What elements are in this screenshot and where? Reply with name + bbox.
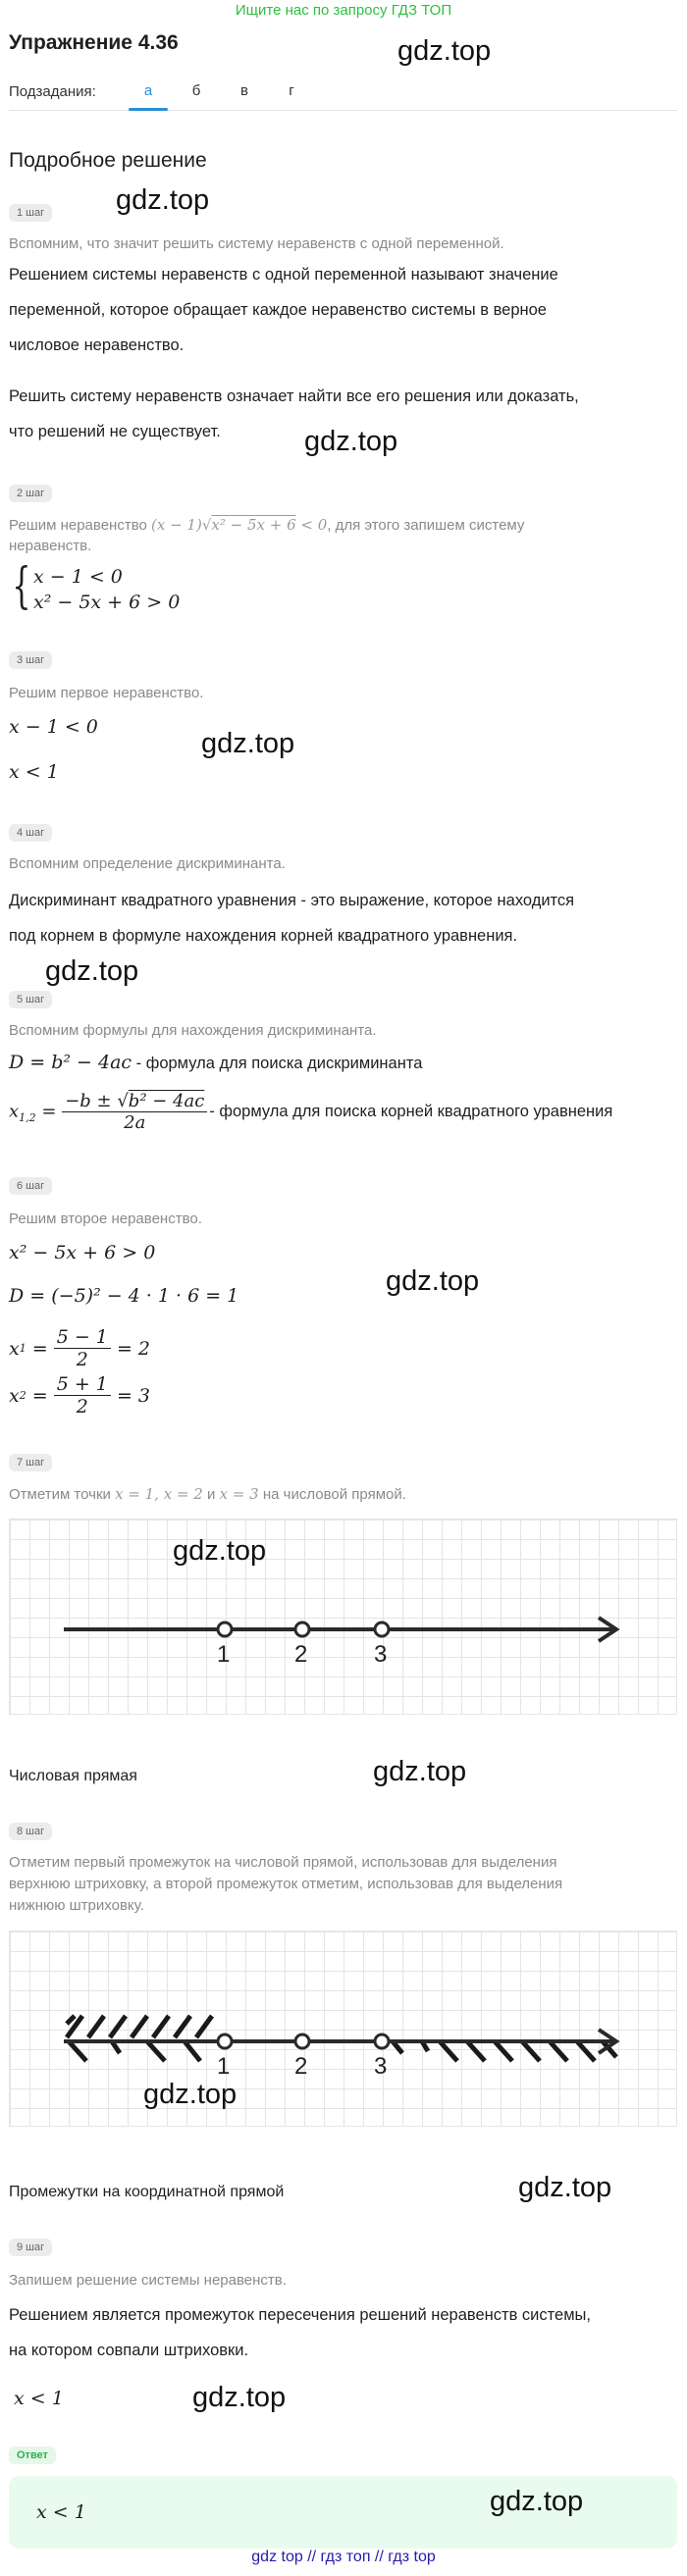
watermark: gdz.top: [373, 1756, 467, 1787]
step-text: Дискриминант квадратного уравнения - это выражение, которое находится: [9, 892, 575, 909]
point-label: 1: [217, 1641, 231, 1668]
point-label: 1: [217, 2053, 231, 2080]
figure-caption: Числовая прямая: [9, 1768, 137, 1784]
intervals-svg: [10, 1932, 678, 2128]
tab-subtask-v[interactable]: в: [240, 82, 248, 99]
roots-formula-line: [9, 1091, 612, 1133]
system-brace: {: [12, 557, 31, 614]
step-hint: неравенств.: [9, 538, 92, 554]
step-badge: 3 шаг: [9, 651, 52, 669]
footer-links[interactable]: gdz top // гдз топ // гдз top: [251, 2549, 436, 2565]
math-line: x < 1: [9, 761, 59, 783]
system-inequality-2: x² − 5x + 6 > 0: [33, 592, 181, 613]
step-hint: Решим первое неравенство.: [9, 685, 204, 701]
root-x2: x 2 = $\frac{5 + 1}{2}$ = 3: [9, 1373, 150, 1417]
step-badge: 2 шаг: [9, 485, 52, 502]
math-line: x − 1 < 0: [9, 716, 98, 738]
step-text: что решений не существует.: [9, 423, 221, 440]
point-2: [295, 1623, 309, 1636]
tab-subtask-b[interactable]: б: [191, 82, 201, 99]
math-line: x² − 5x + 6 > 0: [9, 1242, 156, 1263]
step-text: Решением системы неравенств с одной переменной называют значение: [9, 266, 558, 283]
watermark: gdz.top: [116, 184, 210, 216]
watermark: gdz.top: [397, 35, 492, 67]
system-inequality-1: x − 1 < 0: [33, 566, 123, 588]
roots-formula: $x_{1,2}$ = $\frac{\text{−b ± √b² − 4ac}}{2a}$: [9, 1091, 207, 1133]
step-text: Решить систему неравенств означает найти все его решения или доказать,: [9, 387, 579, 405]
step-hint: нижнюю штриховку.: [9, 1897, 144, 1914]
step-hint: верхнюю штриховку, а второй промежуток отметим, использовав для выделения: [9, 1876, 563, 1892]
answer-value: x < 1: [36, 2501, 86, 2523]
step-hint-part: Отметим точки: [9, 1486, 111, 1503]
step-badge: 7 шаг: [9, 1454, 52, 1471]
point-1: [218, 2035, 232, 2048]
step-hint: Запишем решение системы неравенств.: [9, 2272, 287, 2289]
watermark: gdz.top: [386, 1265, 480, 1297]
lower-hatching: [69, 2041, 616, 2061]
step-hint: Вспомним определение дискриминанта.: [9, 855, 286, 872]
tab-subtask-a[interactable]: а: [143, 82, 153, 99]
exercise-title: Упражнение 4.36: [9, 31, 179, 54]
inline-formula: (x − 1)√x² − 5x + 6 < 0: [151, 516, 328, 534]
tabs-divider: [9, 110, 677, 111]
step-hint-part: Решим неравенство: [9, 517, 147, 534]
point-label: 2: [294, 2053, 308, 2080]
intervals-figure: [9, 1931, 677, 2127]
subtasks-label: Подзадания:: [9, 83, 96, 100]
step-text: Решением является промежуток пересечения решений неравенств системы,: [9, 2306, 591, 2324]
point-3: [375, 1623, 389, 1636]
active-tab-indicator: [129, 108, 168, 111]
step-hint: Вспомним формулы для нахождения дискриминанта.: [9, 1022, 377, 1039]
point-label: 2: [294, 1641, 308, 1668]
step-text: под корнем в формуле нахождения корней квадратного уравнения.: [9, 927, 518, 945]
watermark: gdz.top: [143, 2079, 238, 2110]
step-badge: 4 шаг: [9, 824, 52, 842]
step-hint: Отметим первый промежуток на числовой прямой, использовав для выделения: [9, 1854, 557, 1871]
root-x1: x 1 = $\frac{5 - 1}{2}$ = 2: [9, 1326, 150, 1370]
watermark: gdz.top: [490, 2486, 584, 2517]
watermark: gdz.top: [192, 2382, 287, 2413]
answer-badge: Ответ: [9, 2447, 56, 2464]
step-text: на котором совпали штриховки.: [9, 2342, 249, 2359]
upper-hatching: [67, 2016, 212, 2037]
top-search-link[interactable]: Ищите нас по запросу ГДЗ ТОП: [235, 2, 452, 19]
discriminant-caption: - формула для поиска дискриминанта: [132, 1055, 423, 1072]
step-hint: Решим второе неравенство.: [9, 1211, 202, 1227]
step-text: числовое неравенство.: [9, 336, 185, 354]
step-badge: 9 шаг: [9, 2239, 52, 2256]
number-line-figure: [9, 1519, 677, 1715]
point-label: 3: [374, 1641, 388, 1668]
section-title: Подробное решение: [9, 149, 207, 172]
step-hint: Отметим точки x = 1, x = 2 и x = 3 на числовой прямой.: [9, 1485, 406, 1503]
math-line: D = (−5)² − 4 · 1 · 6 = 1: [9, 1285, 239, 1307]
watermark: gdz.top: [45, 955, 139, 987]
tab-subtask-g[interactable]: г: [289, 82, 294, 99]
step-badge: 6 шаг: [9, 1177, 52, 1195]
point-1: [218, 1623, 232, 1636]
step-badge: 8 шаг: [9, 1823, 52, 1840]
watermark: gdz.top: [173, 1535, 267, 1567]
step-hint-part: , для этого запишем систему: [327, 517, 525, 534]
point-3: [375, 2035, 389, 2048]
step-hint: Вспомним, что значит решить систему неравенств с одной переменной.: [9, 235, 504, 252]
number-line-svg: [10, 1520, 678, 1716]
discriminant-formula: D = b² − 4ac: [9, 1052, 132, 1073]
watermark: gdz.top: [304, 426, 398, 457]
point-2: [295, 2035, 309, 2048]
watermark: gdz.top: [201, 728, 295, 759]
inline-formula: x = 1, x = 2: [115, 1485, 203, 1503]
inline-formula: x = 3: [219, 1485, 259, 1503]
figure-caption: Промежутки на координатной прямой: [9, 2184, 285, 2200]
answer-box: [9, 2476, 677, 2549]
discriminant-formula-line: [9, 1052, 422, 1073]
step-hint-part: на числовой прямой.: [262, 1486, 406, 1503]
roots-caption: - формула для поиска корней квадратного уравнения: [209, 1103, 613, 1120]
point-label: 3: [374, 2053, 388, 2080]
watermark: gdz.top: [518, 2172, 612, 2203]
step-badge: 1 шаг: [9, 204, 52, 222]
step-text: переменной, которое обращает каждое неравенство системы в верное: [9, 301, 547, 319]
step-badge: 5 шаг: [9, 991, 52, 1008]
math-line: x < 1: [14, 2388, 64, 2409]
step-hint: [9, 516, 524, 534]
